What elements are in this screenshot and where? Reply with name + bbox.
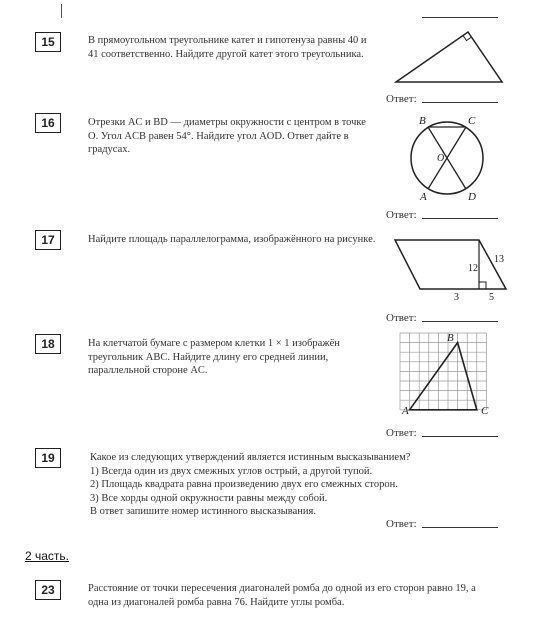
label-b: B: [447, 332, 454, 344]
label-c: C: [481, 405, 489, 417]
question-19: Какое из следующих утверждений является истинным высказыванием?: [90, 452, 411, 463]
top-mark: [61, 4, 62, 18]
label-c: C: [468, 115, 476, 127]
task-number-18: 18: [35, 334, 61, 354]
answer-label-18: Ответ:: [386, 427, 417, 439]
task-text-18: На клетчатой бумаге с размером клетки 1 × 1 изображён треугольник ABC. Найдите длину его средней линии, параллельной стороне AC.: [88, 338, 340, 376]
task-text-23: Расстояние от точки пересечения диагоналей ромба до одной из его сторон равно 19, а одна из диагоналей ромба равна 76. Найдите углы ромба.: [88, 583, 476, 608]
answer-label-19: Ответ:: [386, 518, 417, 530]
task-text-17: Найдите площадь параллелограмма, изображённого на рисунке.: [88, 234, 376, 245]
option-1: 1) Всегда один из двух смежных углов острый, а другой тупой.: [90, 465, 373, 477]
task-number-23: 23: [35, 580, 61, 600]
instruction-19: В ответ запишите номер истинного высказывания.: [90, 506, 316, 517]
label-height-12: 12: [468, 263, 478, 274]
top-answer-line: [422, 17, 498, 18]
label-a: A: [420, 191, 427, 203]
answer-field-16[interactable]: [422, 218, 498, 219]
right-triangle: [396, 32, 502, 82]
label-o: O: [437, 153, 445, 164]
answer-label-17: Ответ:: [386, 312, 417, 324]
task-number-17: 17: [35, 230, 61, 250]
answer-label-16: Ответ:: [386, 209, 417, 221]
figure-grid-triangle: [397, 330, 497, 420]
label-base-3: 3: [454, 292, 459, 303]
height-right-angle: [479, 282, 486, 289]
figure-parallelogram: [390, 233, 520, 305]
label-base-5: 5: [489, 292, 494, 303]
label-b: B: [419, 115, 426, 127]
label-side-13: 13: [494, 254, 504, 265]
answer-field-17[interactable]: [422, 321, 498, 322]
answer-field-19[interactable]: [422, 527, 498, 528]
answer-field-15[interactable]: [422, 102, 498, 103]
task-text-16: Отрезки AC и BD — диаметры окружности с центром в точке O. Угол ACB равен 54°. Найдите угол AOD. Ответ дайте в градусах.: [88, 117, 366, 155]
task-number-15: 15: [35, 32, 61, 52]
triangle-abc: [410, 343, 477, 410]
label-d: D: [468, 191, 476, 203]
label-a: A: [402, 405, 409, 417]
part-2-title: 2 часть.: [25, 549, 70, 563]
task-text-19: [90, 451, 490, 519]
task-number-16: 16: [35, 113, 61, 133]
task-text-15: В прямоугольном треугольнике катет и гипотенуза равны 40 и 41 соответственно. Найдите другой катет этого треугольника.: [88, 35, 367, 60]
option-3: 3) Все хорды одной окружности равны между собой.: [90, 492, 328, 504]
parallelogram: [395, 240, 506, 289]
answer-label-15: Ответ:: [386, 93, 417, 105]
option-2: 2) Площадь квадрата равна произведению двух его смежных сторон.: [90, 479, 398, 490]
task-number-19: 19: [35, 448, 61, 468]
figure-right-triangle: [390, 26, 510, 88]
answer-field-18[interactable]: [422, 436, 498, 437]
figure-circle-diameters: [403, 112, 493, 204]
